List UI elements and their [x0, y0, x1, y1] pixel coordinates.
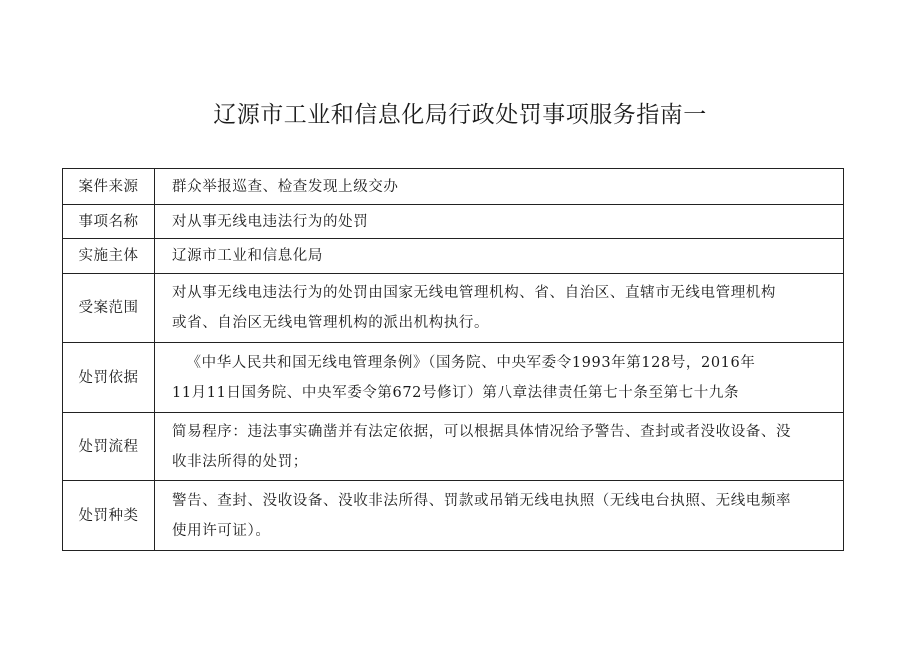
row-label: 受案范围 — [63, 274, 155, 343]
value-line: 对从事无线电违法行为的处罚由国家无线电管理机构、省、自治区、直辖市无线电管理机构 — [172, 285, 776, 301]
value-line: 使用许可证）。 — [172, 522, 271, 539]
service-guide-table — [62, 168, 844, 551]
table-row-case-scope — [63, 274, 844, 343]
row-value — [155, 413, 844, 481]
table-row-penalty-types — [63, 481, 844, 551]
table-row-case-source — [63, 169, 844, 205]
row-label: 事项名称 — [63, 205, 155, 239]
row-label: 处罚依据 — [63, 343, 155, 413]
value-line: 11月11日国务院、中央军委令第672号修订）第八章法律责任第七十条至第七十九条 — [172, 384, 740, 401]
row-value — [155, 239, 844, 274]
table-row-legal-basis — [63, 343, 844, 413]
value-line: 《中华人民共和国无线电管理条例》（国务院、中央军委令1993年第128号，2016年 — [186, 354, 756, 371]
row-label: 处罚流程 — [63, 413, 155, 481]
row-value — [155, 169, 844, 205]
value-line: 警告、查封、没收设备、没收非法所得、罚款或吊销无线电执照（无线电台执照、无线电频率 — [172, 492, 792, 509]
row-value — [155, 274, 844, 343]
row-value — [155, 205, 844, 239]
table-row-implementing-body — [63, 239, 844, 274]
table-row-item-name — [63, 205, 844, 239]
value-line: 收非法所得的处罚； — [172, 453, 308, 470]
row-value — [155, 481, 844, 551]
row-label: 案件来源 — [63, 169, 155, 205]
table-row-procedure — [63, 413, 844, 481]
value-line: 简易程序：违法事实确凿并有法定依据，可以根据具体情况给予警告、查封或者没收设备、没 — [172, 423, 792, 440]
row-label: 处罚种类 — [63, 481, 155, 551]
value-line: 或省、自治区无线电管理机构的派出机构执行。 — [172, 315, 490, 331]
value-line: 对从事无线电违法行为的处罚 — [172, 213, 369, 230]
value-line: 群众举报巡查、检查发现上级交办 — [172, 178, 399, 195]
document-title: 辽源市工业和信息化局行政处罚事项服务指南一 — [213, 102, 707, 128]
row-label: 实施主体 — [63, 239, 155, 274]
value-line: 辽源市工业和信息化局 — [172, 248, 323, 264]
row-value — [155, 343, 844, 413]
